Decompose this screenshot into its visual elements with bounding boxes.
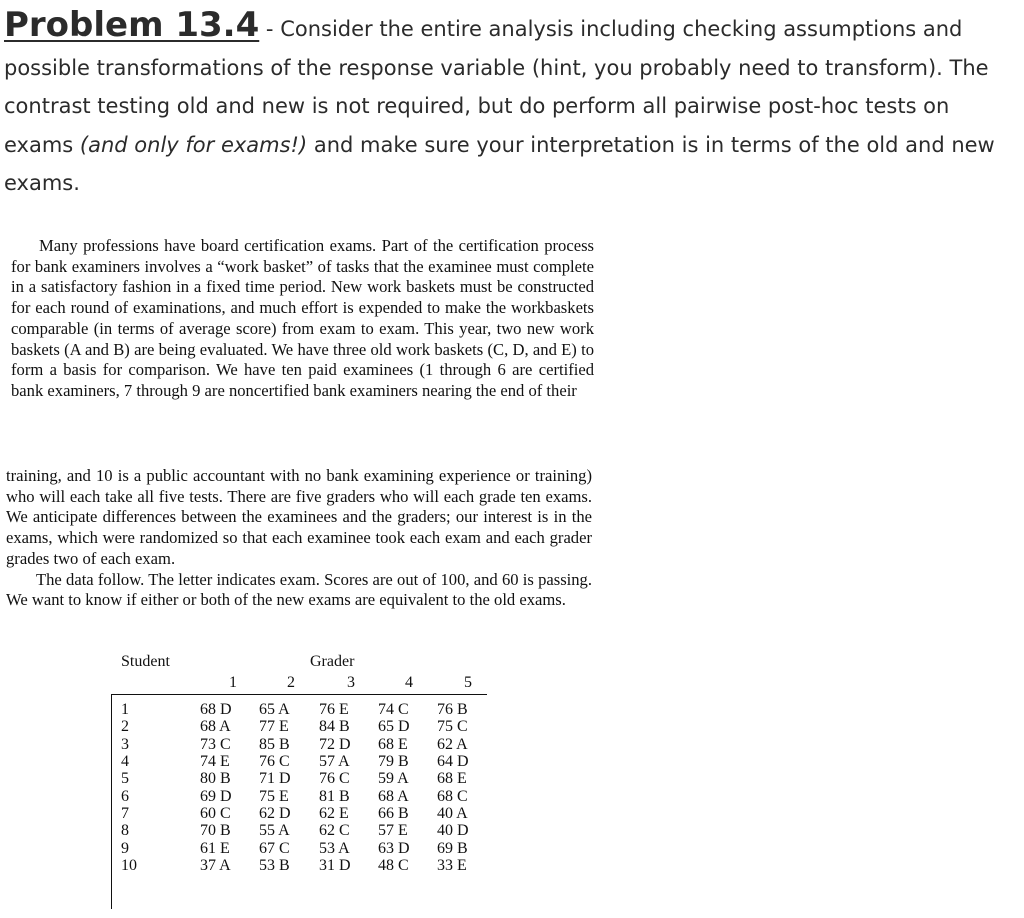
grade-cell: 59 A — [378, 770, 409, 788]
grade-cell: 37 A — [200, 857, 231, 875]
grader-1-column — [200, 701, 262, 874]
student-rule — [111, 695, 112, 909]
student-number: 2 — [121, 718, 129, 736]
grade-cell: 76 C — [319, 770, 350, 788]
problem-text-2: and make sure your interpretation is in terms of the old and new exams. — [4, 132, 995, 195]
grade-cell: 84 B — [319, 718, 350, 736]
grade-cell: 62 C — [319, 822, 350, 840]
grade-cell: 57 A — [319, 753, 350, 771]
grade-cell: 73 C — [200, 735, 231, 753]
student-number: 1 — [121, 701, 129, 718]
grade-cell: 61 E — [200, 839, 230, 857]
student-number: 4 — [121, 753, 129, 771]
grade-cell: 68 A — [378, 787, 409, 805]
grader-5-column — [437, 701, 499, 874]
grade-cell: 76 B — [437, 701, 468, 718]
grade-cell: 71 D — [259, 770, 291, 788]
student-number: 3 — [121, 735, 129, 753]
grade-cell: 68 D — [200, 701, 232, 718]
grade-cell: 63 D — [378, 839, 410, 857]
grade-cell: 69 D — [200, 787, 232, 805]
excerpt-paragraph-1-cont: training, and 10 is a public accountant with no bank examining experience or training) who will each take all five tests. There are five graders who will each grade ten exams. We anticipate differences between the examinees and the graders; our interest is in the exams, which were randomized so that each examinee took each exam and each grader grades two of each exam. — [6, 466, 592, 568]
grader-3-column — [319, 701, 381, 874]
grade-cell: 68 E — [437, 770, 467, 788]
grade-cell: 33 E — [437, 857, 467, 875]
grade-cell: 55 A — [259, 822, 290, 840]
grade-cell: 75 E — [259, 787, 289, 805]
grade-cell: 65 D — [378, 718, 410, 736]
grade-cell: 62 E — [319, 805, 349, 823]
student-number: 10 — [121, 857, 137, 875]
grade-cell: 80 B — [200, 770, 231, 788]
grade-cell: 85 B — [259, 735, 290, 753]
grade-cell: 69 B — [437, 839, 468, 857]
student-column — [121, 701, 151, 874]
grader-label: 3 — [347, 674, 355, 691]
grade-cell: 74 C — [378, 701, 409, 718]
student-number: 6 — [121, 787, 129, 805]
grade-cell: 77 E — [259, 718, 289, 736]
student-number: 8 — [121, 822, 129, 840]
grader-2-column — [259, 701, 321, 874]
excerpt-paragraph-1: Many professions have board certification exams. Part of the certification process for bank examiners involves a “work basket” of tasks that the examinee must complete in a satisfactory fashion in a fixed time period. New work baskets must be constructed for each round of examinations, and much effort is expended to make the workbaskets comparable (in terms of average score) from exam to exam. This year, two new work baskets (A and B) are being evaluated. We have three old work baskets (C, D, and E) to form a basis for comparison. We have ten paid examinees (1 through 6 are certified bank examiners, 7 through 9 are noncertified bank examiners nearing the end of their — [11, 236, 594, 400]
problem-title: Problem 13.4 — [4, 5, 260, 45]
header-rule — [111, 694, 487, 695]
grade-cell: 67 C — [259, 839, 290, 857]
grade-cell: 57 E — [378, 822, 408, 840]
grader-label: 4 — [405, 674, 413, 691]
grade-cell: 76 C — [259, 753, 290, 771]
grade-cell: 53 B — [259, 857, 290, 875]
problem-text-1: Consider the entire analysis including checking assumptions and possible transformations of the response variable (hint, you probably need to transform). The contrast testing old and new is not required, but do perform all pairwise post-hoc tests on exams — [4, 17, 989, 157]
grade-cell: 62 D — [259, 805, 291, 823]
grade-cell: 68 E — [378, 735, 408, 753]
excerpt-paragraph-2: The data follow. The letter indicates exam. Scores are out of 100, and 60 is passing. We want to know if either or both of the new exams are equivalent to the old exams. — [6, 569, 592, 610]
grade-cell: 40 A — [437, 805, 468, 823]
textbook-excerpt-1 — [11, 236, 594, 402]
grade-cell: 68 C — [437, 787, 468, 805]
grade-cell: 70 B — [200, 822, 231, 840]
grade-cell: 74 E — [200, 753, 230, 771]
grade-cell: 40 D — [437, 822, 469, 840]
grader-4-column — [378, 701, 440, 874]
grader-label: 2 — [287, 674, 295, 691]
student-number: 5 — [121, 770, 129, 788]
grade-cell: 79 B — [378, 753, 409, 771]
grade-cell: 66 B — [378, 805, 409, 823]
textbook-excerpt-2 — [6, 466, 592, 611]
grade-cell: 75 C — [437, 718, 468, 736]
grade-cell: 62 A — [437, 735, 468, 753]
grade-cell: 72 D — [319, 735, 351, 753]
grader-label: 5 — [464, 674, 472, 691]
grade-cell: 68 A — [200, 718, 231, 736]
grader-header: Grader — [310, 653, 355, 670]
grade-cell: 65 A — [259, 701, 290, 718]
problem-emphasis: (and only for exams!) — [79, 132, 308, 157]
student-header: Student — [121, 653, 170, 670]
title-dash: - — [259, 17, 281, 41]
problem-statement — [4, 6, 1020, 203]
grade-cell: 81 B — [319, 787, 350, 805]
grade-cell: 53 A — [319, 839, 350, 857]
grade-cell: 31 D — [319, 857, 351, 875]
grade-cell: 60 C — [200, 805, 231, 823]
grader-label: 1 — [229, 674, 237, 691]
student-number: 7 — [121, 805, 129, 823]
grade-cell: 64 D — [437, 753, 469, 771]
student-number: 9 — [121, 839, 129, 857]
grade-cell: 76 E — [319, 701, 349, 718]
grade-cell: 48 C — [378, 857, 409, 875]
